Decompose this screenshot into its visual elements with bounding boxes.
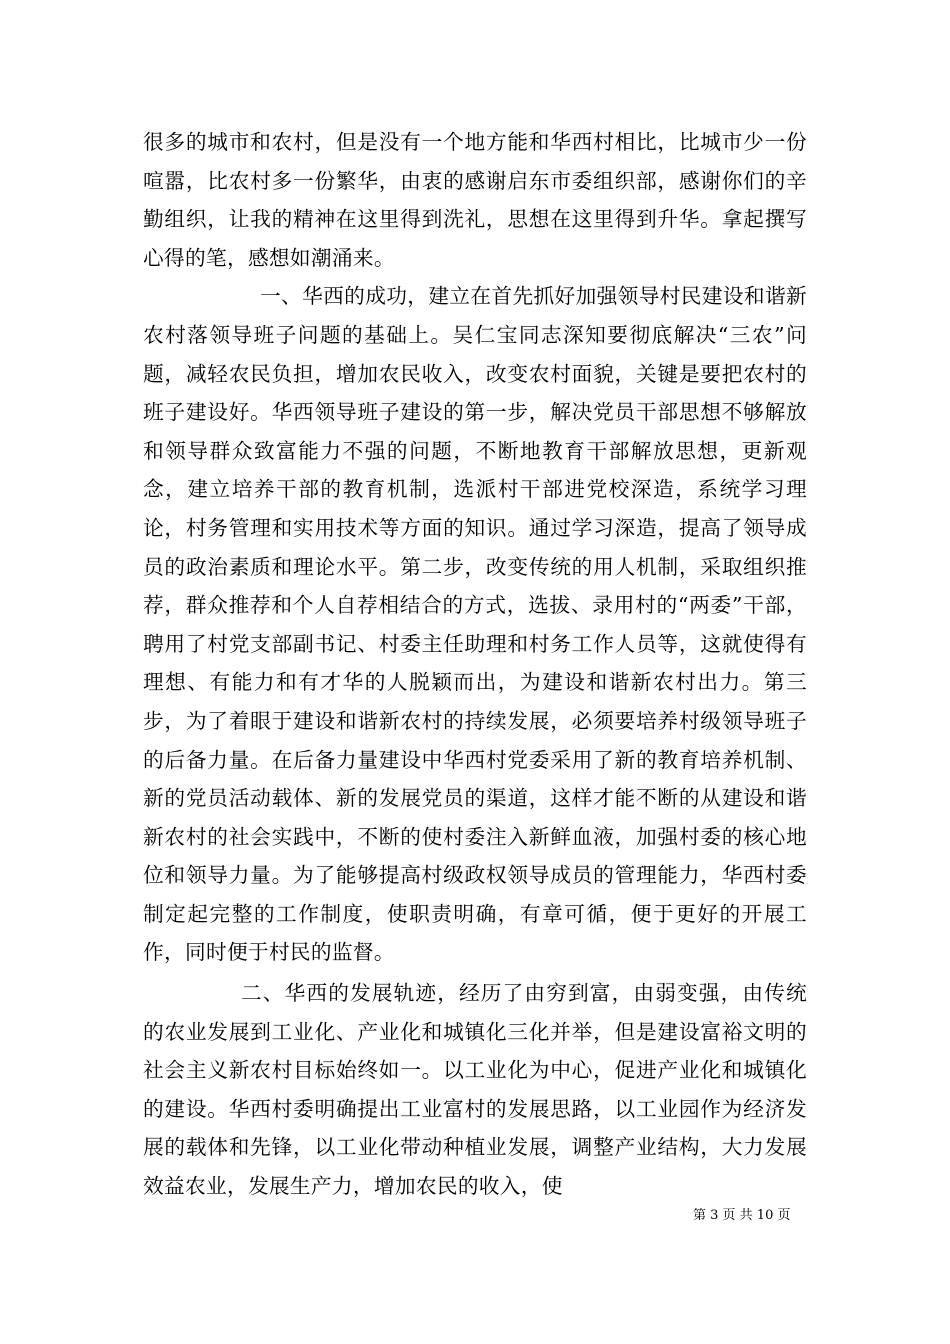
paragraph-section-one: 一、华西的成功，建立在首先抓好加强领导村民建设和谐新农村落领导班子问题的基础上。吴仁宝同志深知要彻底解决“三农”问题，减轻农民负担，增加农民收入，改变农村面貌，关键是要把农村的班子建设好。华西领导班子建设的第一步，解决党员干部思想不够解放和领导群众致富能力不强的问题，不断地教育干部解放思想，更新观念，建立培养干部的教育机制，选派村干部进党校深造，系统学习理论，村务管理和实用技术等方面的知识。通过学习深造，提高了领导成员的政治素质和理论水平。第二步，改变传统的用人机制，采取组织推荐，群众推荐和个人自荐相结合的方式，选拔、录用村的“两委”干部，聘用了村党支部副书记、村委主任助理和村务工作人员等，这就使得有理想、有能力和有才华的人脱颖而出，为建设和谐新农村出力。第三步，为了着眼于建设和谐新农村的持续发展，必须要培养村级领导班子的后备力量。在后备力量建设中华西村党委采用了新的教育培养机制、新的党员活动载体、新的发展党员的渠道，这样才能不断的从建设和谐新农村的社会实践中，不断的使村委注入新鲜血液，加强村委的核心地位和领导力量。为了能够提高村级政权领导成员的管理能力，华西村委制定起完整的工作制度，使职责明确，有章可循，便于更好的开展工作，同时便于村民的监督。 [143, 284, 807, 965]
paragraph-section-two: 二、华西的发展轨迹，经历了由穷到富，由弱变强，由传统的农业发展到工业化、产业化和城镇化三化并举，但是建设富裕文明的社会主义新农村目标始终如一。以工业化为中心，促进产业化和城镇化的建设。华西村委明确提出工业富村的发展思路，以工业园作为经济发展的载体和先锋，以工业化带动种植业发展，调整产业结构，大力发展效益农业，发展生产力，增加农民的收入，使 [143, 981, 807, 1199]
page-number-label: 第 3 页 共 10 页 [693, 1208, 791, 1223]
page-footer [693, 1208, 790, 1224]
paragraph-continuation: 很多的城市和农村，但是没有一个地方能和华西村相比，比城市少一份喧嚣，比农村多一份繁华，由衷的感谢启东市委组织部，感谢你们的辛勤组织，让我的精神在这里得到洗礼，思想在这里得到升华。拿起撰写心得的笔，感想如潮涌来。 [143, 130, 807, 270]
body-text [143, 123, 807, 1206]
